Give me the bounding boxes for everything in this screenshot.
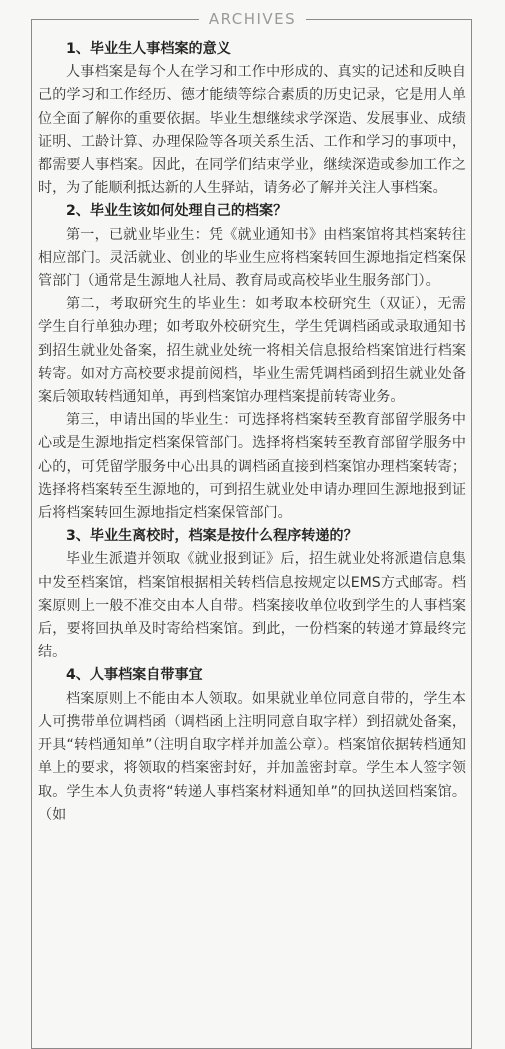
section-handling — [38, 200, 466, 525]
section-self-carry — [38, 664, 466, 826]
section-significance — [38, 38, 466, 200]
archives-header-label: ARCHIVES — [199, 8, 306, 30]
section-title: 4、人事档案自带事宜 — [66, 667, 203, 684]
section-paragraph: 毕业生派遣并领取《就业报到证》后，招生就业处将派遣信息集中发至档案馆，档案馆根据相关转档信息按规定以EMS方式邮寄。档案原则上一般不准交由本人自带。档案接收单位收到学生的人事档案后，要将回执单及时寄给档案馆。到此，一份档案的转递才算最终完结。 — [38, 551, 466, 661]
section-transfer-procedure — [38, 525, 466, 664]
section-paragraph: 第三，申请出国的毕业生：可选择将档案转至教育部留学服务中心或是生源地指定档案保管部门。选择将档案转至教育部留学服务中心的，可凭留学服务中心出具的调档函直接到档案馆办理档案转寄；选择将档案转至生源地的，可到招生就业处申请办理回生源地报到证后将档案转回生源地指定档案保管部门。 — [38, 412, 466, 522]
section-title: 1、毕业生人事档案的意义 — [66, 41, 231, 57]
section-paragraph: 第二，考取研究生的毕业生：如考取本校研究生（双证），无需学生自行单独办理；如考取外校研究生，学生凭调档函或录取通知书到招生就业处备案，招生就业处统一将相关信息报给档案馆进行档案转寄。如对方高校要求提前阅档，毕业生需凭调档函到招生就业处备案后领取转档通知单，再到档案馆办理档案提前转寄业务。 — [38, 296, 466, 406]
section-paragraph: 第一，已就业毕业生：凭《就业通知书》由档案馆将其档案转往相应部门。灵活就业、创业的毕业生应将档案转回生源地指定档案保管部门（通常是生源地人社局、教育局或高校毕业生服务部门）。 — [38, 226, 466, 290]
section-title: 3、毕业生离校时，档案是按什么程序转递的？ — [66, 528, 358, 545]
section-title: 2、毕业生该如何处理自己的档案？ — [66, 203, 288, 220]
section-paragraph: 人事档案是每个人在学习和工作中形成的、真实的记述和反映自己的学习和工作经历、德才能绩等综合素质的历史记录，它是用人单位全面了解你的重要依据。毕业生想继续求学深造、发展事业、成绩证明、工龄计算、办理保险等各项关系生活、工作和学习的事项中，都需要人事档案。因此，在同学们结束学业，继续深造或参加工作之时，为了能顺利抵达新的人生驿站，请务必了解并关注人事档案。 — [38, 64, 466, 197]
document-body — [38, 38, 466, 827]
section-paragraph: 档案原则上不能由本人领取。如果就业单位同意自带的，学生本人可携带单位调档函（调档函上注明同意自取字样）到招就处备案，开具“转档通知单”（注明自取字样并加盖公章）。档案馆依据转档通知单上的要求，将领取的档案密封好，并加盖密封章。学生本人签字领取。学生本人负责将“转递人事档案材料通知单”的回执送回档案馆。（如 — [38, 690, 466, 823]
archives-header — [0, 8, 505, 30]
